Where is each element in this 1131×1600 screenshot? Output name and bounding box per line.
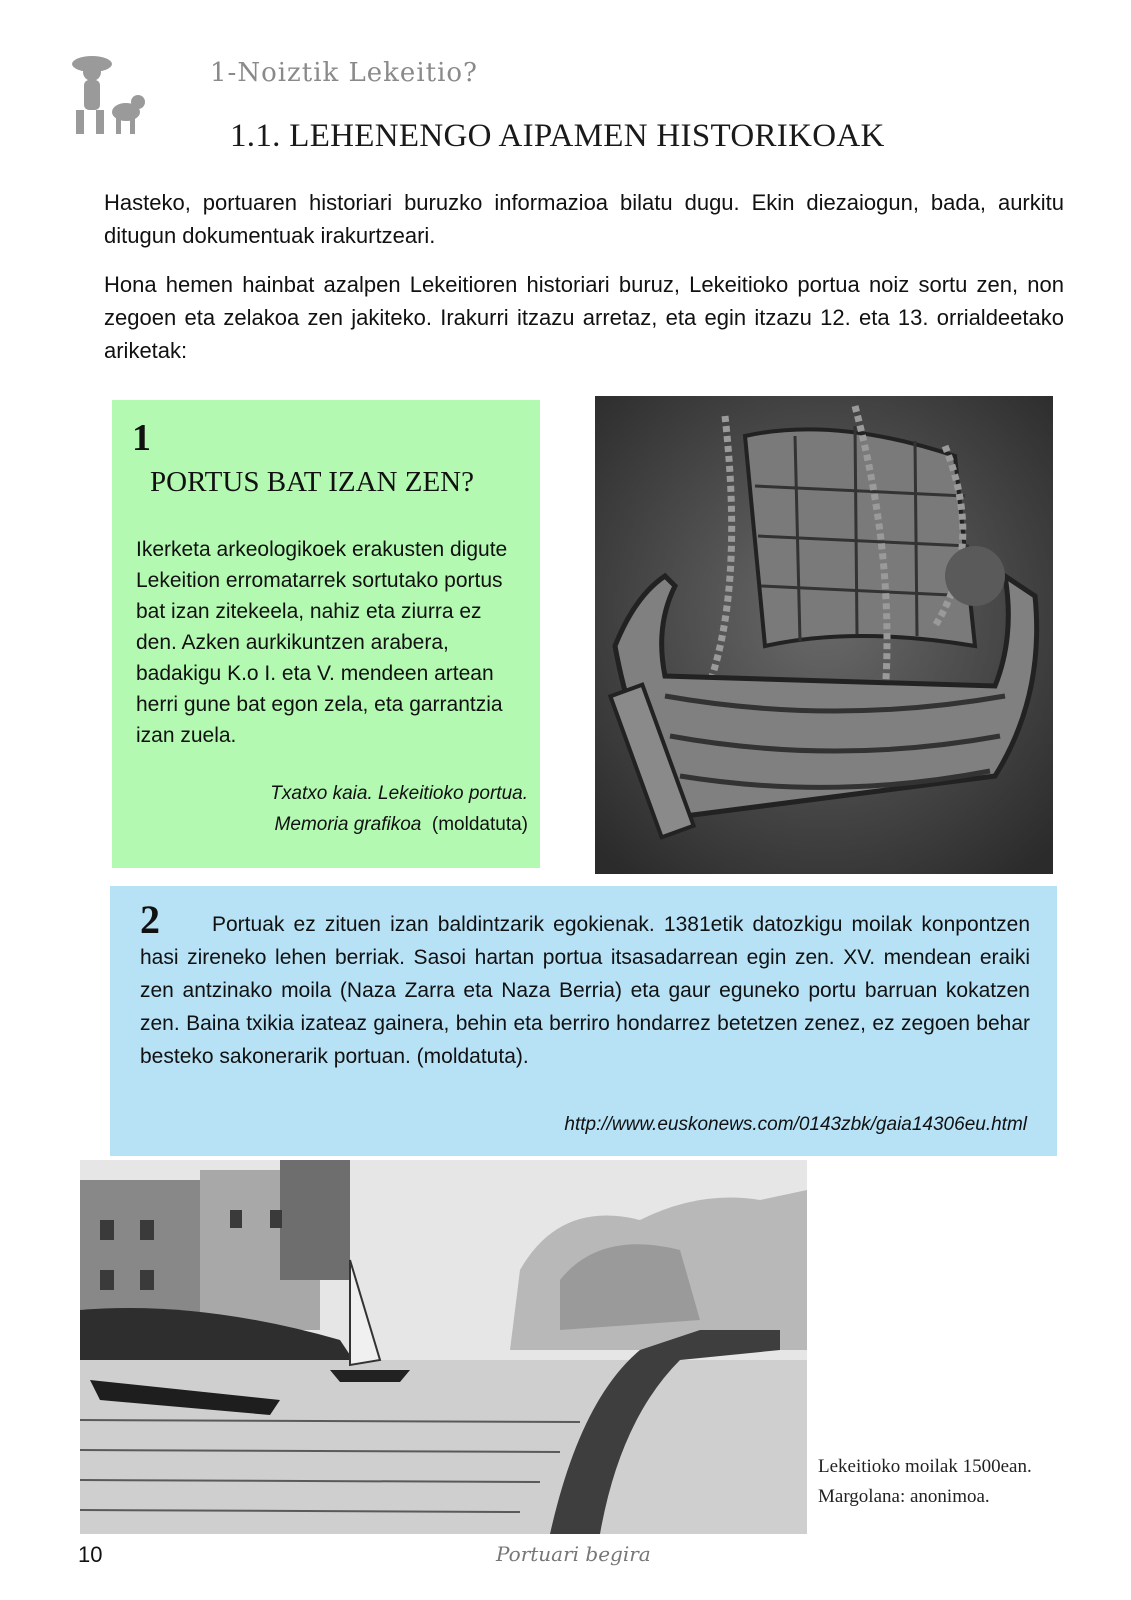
box-body: Ikerketa arkeologikoek erakusten digute Lekeition erromatarrek sortutako portus bat izan zitekeela, nahiz eta ziurra ez den. Azken aurkikuntzen arabera, badakigu K.o I. eta V. mendeen artean herri gune bat egon zela, eta garrantzia izan zuela.: [136, 538, 508, 747]
intro-paragraph-1: Hasteko, portuaren historiari buruzko informazioa bilatu dugu. Ekin diezaiogun, bada, aurkitu ditugun dokumentuak irakurtzeari.: [104, 190, 1064, 248]
box-source: [270, 778, 528, 840]
box-title: PORTUS BAT IZAN ZEN?: [150, 466, 474, 498]
footer-title: Portuari begira: [496, 1542, 651, 1566]
text-box-1: [112, 400, 540, 868]
source-line-2-italic: Memoria grafikoa: [274, 814, 422, 835]
mascot-logo: [66, 50, 148, 138]
source-line-1: Txatxo kaia. Lekeitioko portua.: [270, 783, 528, 804]
ship-relief-photo: [595, 396, 1053, 874]
source-line-2-plain: (moldatuta): [431, 814, 528, 835]
caption-line-1: Lekeitioko moilak 1500ean.: [818, 1456, 1032, 1477]
text-box-2: [110, 886, 1057, 1156]
section-title: 1.1. LEHENENGO AIPAMEN HISTORIKOAK: [230, 118, 885, 154]
source-link[interactable]: http://www.euskonews.com/0143zbk/gaia14306eu.html: [564, 1114, 1027, 1135]
page-number: 10: [78, 1542, 103, 1567]
box-number: 1: [132, 417, 151, 459]
box-body: Portuak ez zituen izan baldintzarik egokienak. 1381etik datozkigu moilak konpontzen hasi zireneko lehen berriak. Sasoi hartan portua itsasadarrean egin zen. XV. mendean eraiki zen antzinako moila (Naza Zarra eta Naza Berria) eta gaur eguneko portu barruan kokatzen zen. Baina txikia izateaz gainera, behin eta berriro hondarrez betetzen zenez, ez zegoen behar besteko sakonerarik portuan. (moldatuta).: [140, 913, 1030, 1068]
intro-paragraph-2: Hona hemen hainbat azalpen Lekeitioren historiari buruz, Lekeitioko portua noiz sortu zen, non zegoen eta zelakoa zen jakiteko. Irakurri itzazu arretaz, eta egin itzazu 12. eta 13. orrialdeetako ariketak:: [104, 272, 1064, 363]
caption-line-2: Margolana: anonimoa.: [818, 1486, 990, 1507]
box-number: 2: [140, 897, 160, 942]
image-caption: [818, 1452, 1032, 1512]
chapter-title: 1-Noiztik Lekeitio?: [210, 58, 478, 88]
harbour-engraving-image: [80, 1160, 807, 1534]
